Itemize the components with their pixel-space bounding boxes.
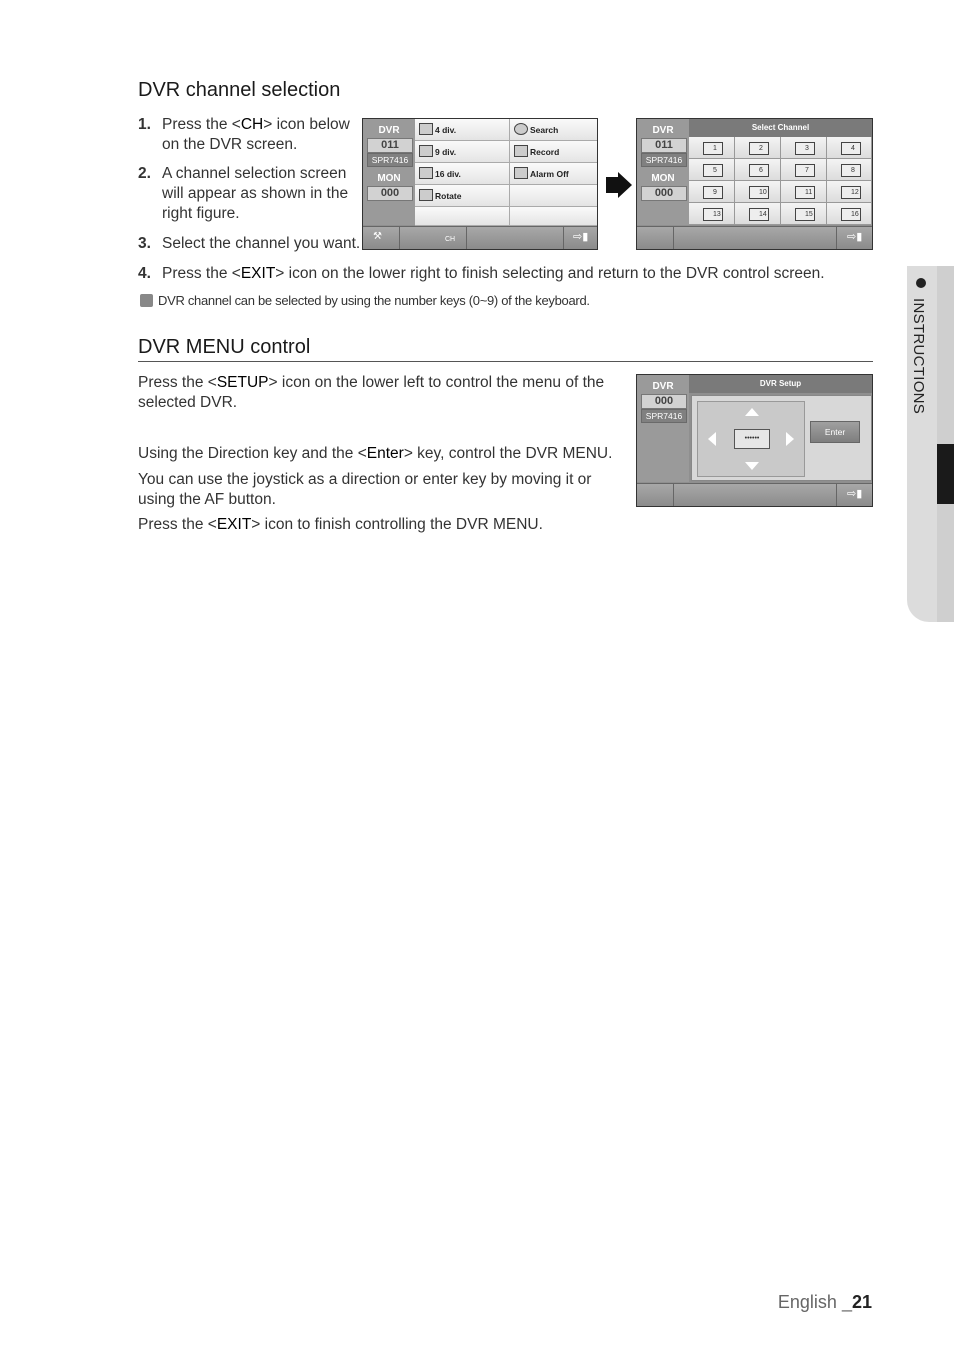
enter-button[interactable]: Enter (810, 421, 860, 443)
menu-alarm-off[interactable]: Alarm Off (510, 163, 598, 185)
channel-number: 9 (713, 189, 717, 196)
center-button[interactable]: •••••• (734, 429, 770, 449)
channel-button[interactable] (827, 181, 872, 203)
channel-number: 6 (759, 167, 763, 174)
menu-record[interactable]: Record (510, 141, 598, 163)
channel-number: 16 (851, 211, 859, 218)
channel-number: 3 (805, 145, 809, 152)
menu-9div[interactable]: 9 div. (415, 141, 510, 163)
channel-number: 4 (851, 145, 855, 152)
menu-paragraph-3: You can use the joystick as a direction or enter key by moving it or using the AF button. (138, 471, 592, 508)
menu-empty (415, 207, 510, 226)
nine-grid-icon (419, 145, 433, 157)
step-1: 1. Press the <CH> icon below on the DVR screen. (138, 116, 350, 153)
dvr-setup-screen (636, 374, 873, 507)
sixteen-grid-icon (419, 167, 433, 179)
screen-side-panel: DVR 011 SPR7416 MON 000 (637, 119, 689, 225)
channel-button[interactable] (781, 203, 827, 225)
channel-button[interactable] (827, 203, 872, 225)
select-channel-title: Select Channel (689, 119, 872, 137)
screen-bottom-bar (637, 483, 872, 506)
section-title-menu-control: DVR MENU control (138, 336, 311, 358)
channel-number: 12 (851, 189, 859, 196)
step-2: 2. A channel selection screen will appear as shown in the right figure. (138, 165, 349, 222)
direction-pad (697, 401, 805, 477)
menu-paragraph-4: Press the <EXIT> icon to finish controlling the DVR MENU. (138, 516, 543, 533)
channel-number: 7 (805, 167, 809, 174)
search-icon (514, 123, 528, 135)
channel-number: 2 (759, 145, 763, 152)
channel-button[interactable] (827, 159, 872, 181)
step-4: 4. Press the <EXIT> icon on the lower right to finish selecting and return to the DVR control screen. (138, 265, 825, 282)
menu-paragraph-2: Using the Direction key and the <Enter> key, control the DVR MENU. (138, 445, 613, 462)
channel-button[interactable] (689, 159, 735, 181)
ch-button[interactable]: CH (445, 236, 456, 243)
dvr-number[interactable]: 011 (641, 138, 687, 153)
section-title-channel-selection: DVR channel selection (138, 79, 341, 101)
quad-grid-icon (419, 123, 433, 135)
side-tab-marker (937, 444, 954, 504)
channel-button[interactable] (689, 203, 735, 225)
side-tab-label: INSTRUCTIONS (910, 298, 927, 415)
channel-button[interactable] (827, 137, 872, 159)
screen-bottom-bar (363, 226, 597, 249)
menu-rotate[interactable]: Rotate (415, 185, 510, 207)
menu-4div[interactable]: 4 div. (415, 119, 510, 141)
channel-button[interactable] (735, 181, 781, 203)
setup-panel (691, 395, 872, 481)
divider (138, 361, 873, 362)
arrow-right-icon[interactable] (786, 432, 794, 446)
menu-empty-3 (510, 207, 598, 226)
bell-icon (514, 167, 528, 179)
dvr-number[interactable]: 011 (367, 138, 413, 153)
dvr-control-screen (362, 118, 598, 250)
channel-number: 8 (851, 167, 855, 174)
mon-number[interactable]: 000 (641, 186, 687, 201)
channel-number: 10 (759, 189, 767, 196)
screen-bottom-bar (637, 226, 872, 249)
side-tab (907, 266, 954, 622)
channel-button[interactable] (689, 181, 735, 203)
select-channel-screen (636, 118, 873, 250)
channel-button[interactable] (735, 137, 781, 159)
exit-icon[interactable]: ⇨▮ (573, 231, 589, 243)
menu-search[interactable]: Search (510, 119, 598, 141)
step-3: 3. Select the channel you want. (138, 235, 361, 252)
record-icon (514, 145, 528, 157)
screen-side-panel: DVR 000 SPR7416 (637, 375, 689, 482)
exit-icon[interactable]: ⇨▮ (847, 488, 863, 500)
pencil-icon (140, 294, 153, 307)
arrow-down-icon[interactable] (745, 462, 759, 470)
channel-button[interactable] (735, 203, 781, 225)
channel-number: 14 (759, 211, 767, 218)
channel-button[interactable] (781, 181, 827, 203)
dvr-setup-title: DVR Setup (689, 375, 872, 393)
channel-number: 15 (805, 211, 813, 218)
menu-paragraph-1: Press the <SETUP> icon on the lower left to control the menu of the selected DVR. (138, 374, 605, 411)
setup-icon[interactable]: ⚒ (373, 231, 382, 242)
rotate-icon (419, 189, 433, 201)
exit-icon[interactable]: ⇨▮ (847, 231, 863, 243)
page-footer: English _21 (777, 1292, 872, 1312)
channel-button[interactable] (781, 137, 827, 159)
channel-number: 11 (805, 189, 813, 196)
note: DVR channel can be selected by using the number keys (0~9) of the keyboard. (140, 293, 590, 308)
channel-number: 13 (713, 211, 721, 218)
bullet-icon (916, 278, 926, 288)
channel-button[interactable] (689, 137, 735, 159)
menu-16div[interactable]: 16 div. (415, 163, 510, 185)
menu-empty-2 (510, 185, 598, 207)
channel-button[interactable] (781, 159, 827, 181)
arrow-left-icon[interactable] (708, 432, 716, 446)
screen-side-panel: DVR 011 SPR7416 MON 000 (363, 119, 415, 225)
mon-number[interactable]: 000 (367, 186, 413, 201)
channel-button[interactable] (735, 159, 781, 181)
arrow-up-icon[interactable] (745, 408, 759, 416)
channel-number: 1 (713, 145, 717, 152)
channel-number: 5 (713, 167, 717, 174)
dvr-number[interactable]: 000 (641, 394, 687, 409)
